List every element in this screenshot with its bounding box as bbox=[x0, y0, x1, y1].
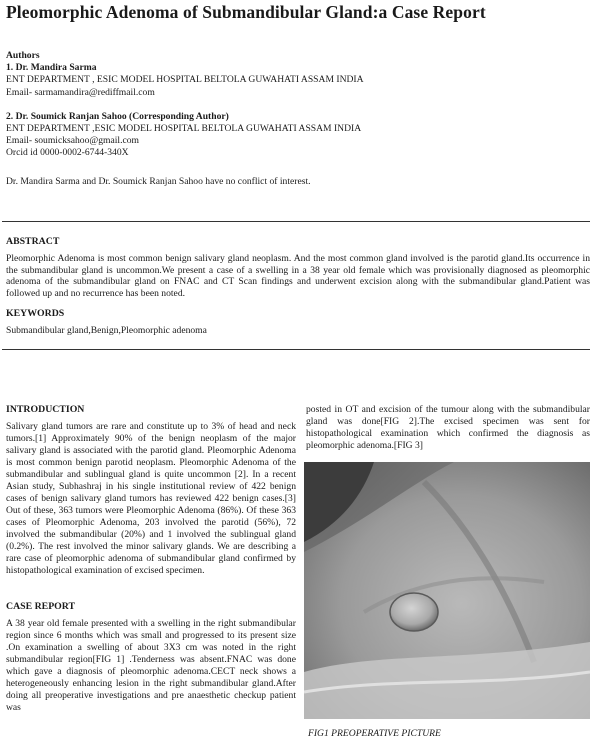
author2-dept: ENT DEPARTMENT ,ESIC MODEL HOSPITAL BELTOLA GUWAHATI ASSAM INDIA bbox=[6, 123, 362, 135]
authors-heading: Authors bbox=[6, 50, 40, 61]
divider-bottom bbox=[2, 349, 590, 350]
author1-email: Email- sarmamandira@rediffmail.com bbox=[6, 86, 155, 98]
left-column bbox=[6, 404, 296, 714]
case-report-heading: CASE REPORT bbox=[6, 601, 76, 612]
abstract-text: Pleomorphic Adenoma is most common benign salivary gland neoplasm. And the most common gland involved is the parotid gland.Its occurrence in the submandibular gland is uncommon.We present a case of a swelling in a 38 year old female which was provisionally diagnosed as pleomorphic adenoma of the submandibular gland on FNAC and CT Scan findings and underwent excision along with the submandibular gland.Patient was followed up and no recurrence has been noted. bbox=[6, 252, 590, 300]
preoperative-photo bbox=[304, 462, 590, 719]
neck-swelling-image bbox=[304, 462, 590, 719]
figure-caption: FIG1 PREOPERATIVE PICTURE bbox=[308, 728, 441, 739]
right-column-text: posted in OT and excision of the tumour along with the submandibular gland was done[FIG 2].The excised specimen was sent for histopathological examination which confirmed the diagnosis as pleomorphic adenoma.[FIG 3] bbox=[306, 404, 590, 451]
author1-name: 1. Dr. Mandira Sarma bbox=[6, 62, 97, 74]
keywords-section bbox=[6, 308, 590, 337]
case-report-text: A 38 year old female presented with a swelling in the right submandibular region since 6 months which was small and progressed to its present size .On examination a swelling of about 3X3 cm was noted in the right submandibular region[FIG 1] .Tenderness was absent.FNAC was done which gave a diagnosis of pleomorphic adenoma.CECT neck shows a heterogeneously enhancing lesion in the right submandibular gland.After doing all preoperative investigations and pre anaesthetic checkup patient was bbox=[6, 618, 296, 713]
author1-dept: ENT DEPARTMENT , ESIC MODEL HOSPITAL BELTOLA GUWAHATI ASSAM INDIA bbox=[6, 74, 364, 86]
introduction-heading: INTRODUCTION bbox=[6, 404, 85, 415]
author2-name: 2. Dr. Soumick Ranjan Sahoo (Corresponding Author) bbox=[6, 110, 229, 122]
introduction-text: Salivary gland tumors are rare and constitute up to 3% of head and neck tumors.[1] Approximately 90% of the benign neoplasm of the major salivary gland is associated with the parotid gland. Pleomorphic Adenoma is most common benign parotid neoplasm. Pleomorphic Adenoma of the submandibular and sublingual gland is quite uncommon [2]. In a recent Asian study, Subhashraj in his single institutional review of 422 benign cases of benign salivary gland tumors has reviewed 422 benign cases.[3] Out of these, 363 tumors were Pleomorphic Adenoma (86%). Of these 363 cases of Pleomorphic Adenoma, 203 involved the parotid (56%), 72 involved the submandibular (20%) and 1 involved the sublingual gland (0.2%). The rest involved the minor salivary glands. We are describing a rare case of pleomorphic adenoma of submandibular gland confirmed by histopathological examination of excised specimen. bbox=[6, 421, 296, 576]
divider-top bbox=[2, 221, 590, 222]
abstract-heading: ABSTRACT bbox=[6, 236, 60, 247]
keywords-heading: KEYWORDS bbox=[6, 308, 65, 319]
authors-block bbox=[6, 50, 591, 188]
keywords-text: Submandibular gland,Benign,Pleomorphic adenoma bbox=[6, 324, 207, 336]
abstract-section bbox=[6, 236, 590, 300]
paper-title: Pleomorphic Adenoma of Submandibular Gland:a Case Report bbox=[6, 2, 486, 22]
conflict-statement: Dr. Mandira Sarma and Dr. Soumick Ranjan Sahoo have no conflict of interest. bbox=[6, 175, 311, 187]
author2-email: Email- soumicksahoo@gmail.com bbox=[6, 135, 139, 147]
author2-orcid: Orcid id 0000-0002-6744-340X bbox=[6, 147, 129, 159]
right-column bbox=[306, 404, 590, 452]
